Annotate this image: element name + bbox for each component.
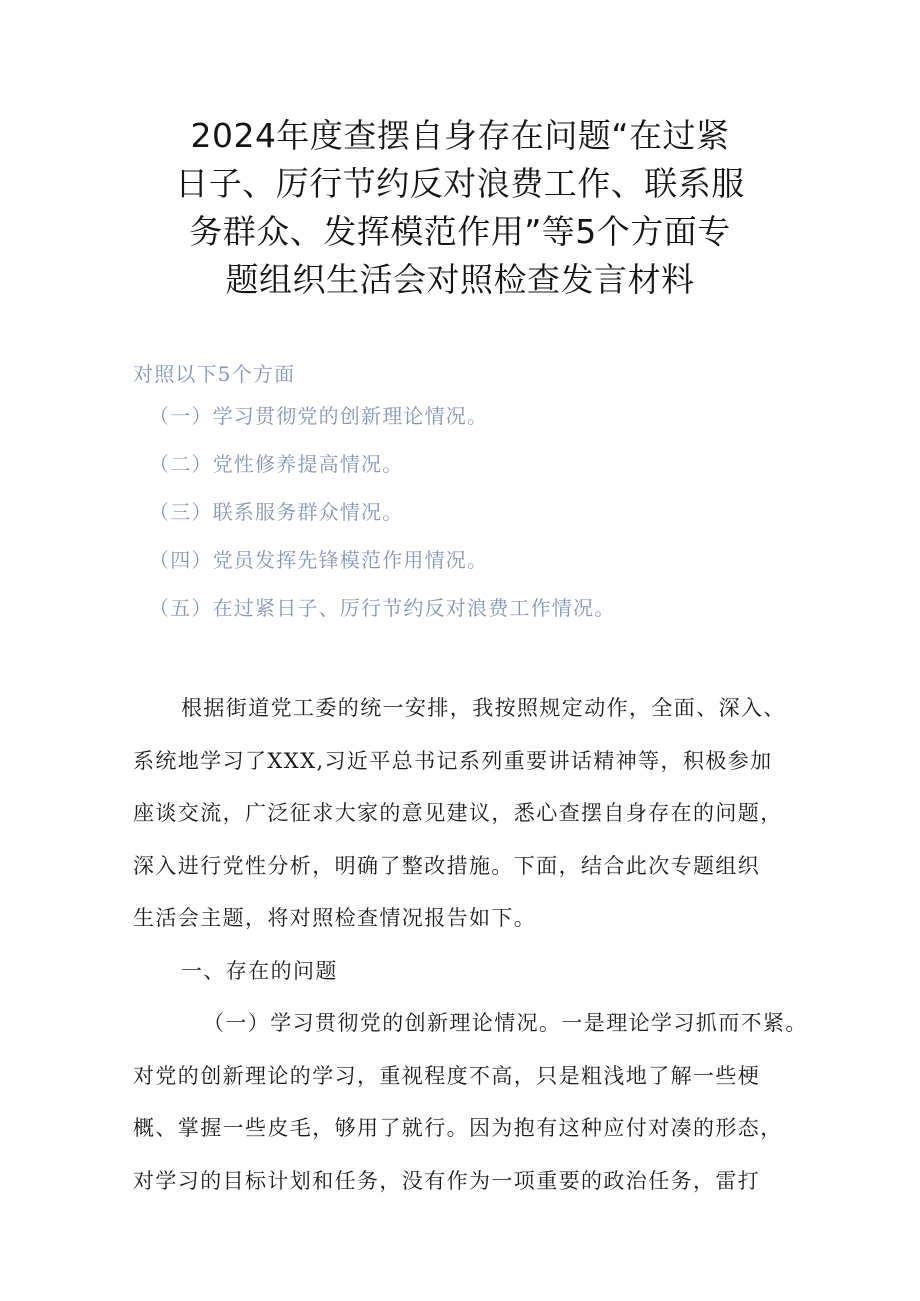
body-line: 对学习的目标计划和任务，没有作为一项重要的政治任务，雷打 xyxy=(133,1168,761,1193)
body-line: （一）学习贯彻党的创新理论情况。一是理论学习抓而不紧。 xyxy=(203,1011,808,1035)
outline-item: （三）联系服务群众情况。 xyxy=(149,500,404,524)
outline-section xyxy=(133,356,833,632)
title-line: 2024年度查摆自身存在问题“在过紧 xyxy=(190,116,730,155)
body-line: 深入进行党性分析，明确了整改措施。下面，结合此次专题组织 xyxy=(133,853,761,878)
title-line: 务群众、发挥模范作用”等5个方面专 xyxy=(189,212,731,251)
title-line: 日子、厉行节约反对浪费工作、联系服 xyxy=(175,164,745,203)
body-line: 生活会主题，将对照检查情况报告如下。 xyxy=(133,906,537,930)
outline-item: （一）学习贯彻党的创新理论情况。 xyxy=(149,404,489,428)
body-line: 系统地学习了XXX,习近平总书记系列重要讲话精神等，积极参加 xyxy=(133,748,773,773)
outline-item: （四）党员发挥先锋模范作用情况。 xyxy=(149,548,489,572)
title-line: 题组织生活会对照检查发言材料 xyxy=(225,260,695,299)
section-heading: 一、存在的问题 xyxy=(181,958,338,983)
body-text xyxy=(133,682,808,1207)
outline-item: （五）在过紧日子、厉行节约反对浪费工作情况。 xyxy=(149,596,616,620)
document-title xyxy=(120,112,800,304)
outline-heading: 对照以下5个方面 xyxy=(133,362,296,386)
outline-item: （二）党性修养提高情况。 xyxy=(149,452,404,476)
body-line: 根据街道党工委的统一安排，我按照规定动作，全面、深入、 xyxy=(181,696,786,720)
body-line: 概、掌握一些皮毛，够用了就行。因为抱有这种应付对凑的形态， xyxy=(133,1116,783,1140)
body-line: 对党的创新理论的学习，重视程度不高，只是粗浅地了解一些梗 xyxy=(133,1063,761,1088)
body-line: 座谈交流，广泛征求大家的意见建议，悉心查摆自身存在的问题， xyxy=(133,801,783,825)
